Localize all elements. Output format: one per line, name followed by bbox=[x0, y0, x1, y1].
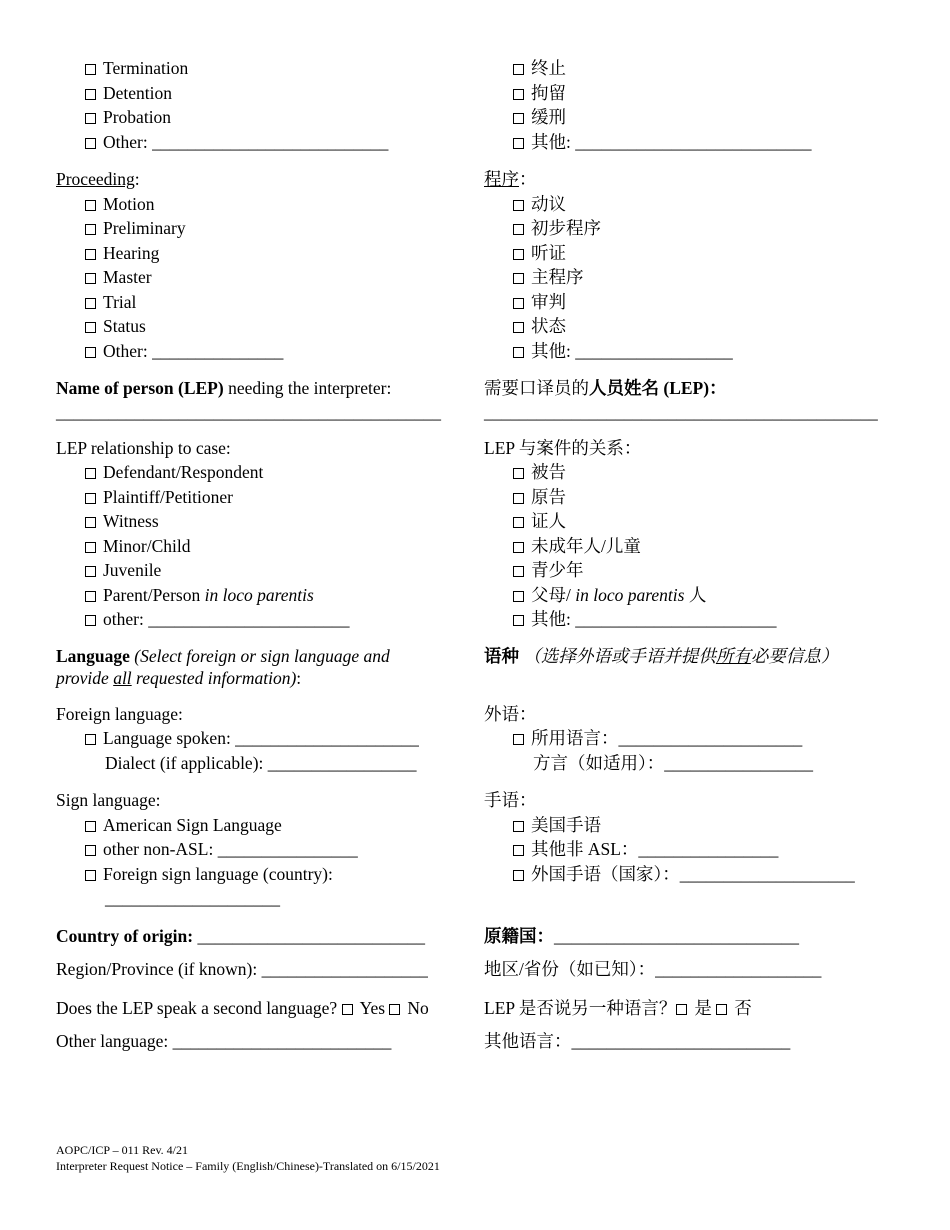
relationship-option-plaintiff-zh[interactable]: 原告 bbox=[484, 485, 914, 510]
status-option-other-zh[interactable]: 其他: ___________________________ bbox=[484, 130, 914, 155]
checkbox[interactable] bbox=[85, 200, 96, 211]
lep-name-label-zh: 需要口译员的人员姓名 (LEP)： bbox=[484, 378, 727, 398]
status-option-termination-zh[interactable]: 终止 bbox=[484, 56, 914, 81]
checkbox[interactable] bbox=[85, 870, 96, 881]
sign-option-other-zh[interactable]: 其他非 ASL：________________ bbox=[484, 837, 914, 862]
checkbox[interactable] bbox=[513, 298, 524, 309]
status-option-probation[interactable]: Probation bbox=[56, 105, 476, 130]
country-of-origin-zh[interactable]: 原籍国：____________________________ bbox=[484, 925, 799, 946]
relationship-option-juvenile[interactable]: Juvenile bbox=[56, 558, 476, 583]
second-language-question-zh: LEP 是否说另一种语言？ 是 否 bbox=[484, 997, 752, 1018]
relationship-option-juvenile-zh[interactable]: 青少年 bbox=[484, 558, 914, 583]
checkbox[interactable] bbox=[513, 64, 524, 75]
proceeding-option-status-zh[interactable]: 状态 bbox=[484, 314, 914, 339]
checkbox[interactable] bbox=[85, 347, 96, 358]
yes-checkbox[interactable] bbox=[342, 1004, 353, 1015]
status-option-termination[interactable]: Termination bbox=[56, 56, 476, 81]
proceeding-options bbox=[56, 192, 476, 364]
lep-name-field-zh[interactable]: _____________________________________________ bbox=[484, 401, 878, 422]
checkbox[interactable] bbox=[85, 249, 96, 260]
checkbox[interactable] bbox=[85, 322, 96, 333]
relationship-option-other-zh[interactable]: 其他: _______________________ bbox=[484, 607, 914, 632]
chinese-column bbox=[484, 56, 914, 1054]
relationship-option-parent[interactable]: Parent/Person in loco parentis bbox=[56, 583, 476, 608]
region-field[interactable]: Region/Province (if known): ___________________ bbox=[56, 959, 428, 979]
language-spoken-option[interactable]: Language spoken: _____________________ bbox=[56, 726, 476, 751]
sign-option-asl-zh[interactable]: 美国手语 bbox=[484, 813, 914, 838]
checkbox[interactable] bbox=[513, 89, 524, 100]
proceeding-option-master-zh[interactable]: 主程序 bbox=[484, 265, 914, 290]
foreign-language-label: Foreign language: bbox=[56, 703, 183, 724]
dialect-field[interactable]: Dialect (if applicable): _________________ bbox=[105, 752, 417, 773]
checkbox[interactable] bbox=[513, 542, 524, 553]
sign-option-asl[interactable]: American Sign Language bbox=[56, 813, 476, 838]
checkbox[interactable] bbox=[513, 493, 524, 504]
english-column bbox=[56, 56, 476, 1054]
relationship-options-zh bbox=[484, 460, 914, 632]
status-options-zh bbox=[484, 56, 914, 154]
checkbox[interactable] bbox=[85, 566, 96, 577]
other-language-field-zh[interactable]: 其他语言：_________________________ bbox=[484, 1031, 791, 1051]
proceeding-heading: Proceeding: bbox=[56, 169, 140, 189]
checkbox[interactable] bbox=[85, 138, 96, 149]
proceeding-option-hearing[interactable]: Hearing bbox=[56, 241, 476, 266]
checkbox[interactable] bbox=[513, 347, 524, 358]
other-language-field[interactable]: Other language: _________________________ bbox=[56, 1031, 392, 1051]
proceeding-option-other-zh[interactable]: 其他: __________________ bbox=[484, 339, 914, 364]
checkbox[interactable] bbox=[513, 821, 524, 832]
checkbox[interactable] bbox=[85, 298, 96, 309]
sign-option-other[interactable]: other non-ASL: ________________ bbox=[56, 837, 476, 862]
relationship-label: LEP relationship to case: bbox=[56, 437, 231, 458]
checkbox[interactable] bbox=[513, 566, 524, 577]
sign-foreign-country-field[interactable]: ____________________ bbox=[105, 888, 280, 908]
proceeding-option-hearing-zh[interactable]: 听证 bbox=[484, 241, 914, 266]
status-option-detention-zh[interactable]: 拘留 bbox=[484, 81, 914, 106]
proceeding-options-zh bbox=[484, 192, 914, 364]
sign-language-label: Sign language: bbox=[56, 790, 161, 810]
relationship-options bbox=[56, 460, 476, 632]
relationship-option-witness[interactable]: Witness bbox=[56, 509, 476, 534]
proceeding-option-master[interactable]: Master bbox=[56, 265, 476, 290]
checkbox[interactable] bbox=[513, 113, 524, 124]
language-heading-zh: 语种 （选择外语或手语并提供所有必要信息） bbox=[484, 645, 839, 666]
checkbox[interactable] bbox=[85, 542, 96, 553]
checkbox[interactable] bbox=[85, 493, 96, 504]
checkbox[interactable] bbox=[513, 517, 524, 528]
checkbox[interactable] bbox=[85, 517, 96, 528]
page-footer bbox=[56, 1142, 440, 1174]
relationship-option-parent-zh[interactable]: 父母/ in loco parentis 人 bbox=[484, 583, 914, 608]
foreign-language-label-zh: 外语： bbox=[484, 703, 537, 724]
proceeding-option-preliminary[interactable]: Preliminary bbox=[56, 216, 476, 241]
checkbox[interactable] bbox=[85, 591, 96, 602]
relationship-option-defendant[interactable]: Defendant/Respondent bbox=[56, 460, 476, 485]
proceeding-option-motion[interactable]: Motion bbox=[56, 192, 476, 217]
proceeding-heading-zh: 程序： bbox=[484, 169, 537, 189]
checkbox[interactable] bbox=[513, 870, 524, 881]
sign-option-foreign-zh[interactable]: 外国手语（国家）：____________________ bbox=[484, 862, 914, 887]
relationship-option-defendant-zh[interactable]: 被告 bbox=[484, 460, 914, 485]
checkbox[interactable] bbox=[85, 113, 96, 124]
language-heading: Language (Select foreign or sign language and provide all requested information): bbox=[56, 645, 390, 688]
checkbox[interactable] bbox=[513, 845, 524, 856]
proceeding-option-trial-zh[interactable]: 审判 bbox=[484, 290, 914, 315]
status-option-detention[interactable]: Detention bbox=[56, 81, 476, 106]
proceeding-option-other[interactable]: Other: _______________ bbox=[56, 339, 476, 364]
relationship-option-other[interactable]: other: _______________________ bbox=[56, 607, 476, 632]
region-field-zh[interactable]: 地区/省份（如已知）：___________________ bbox=[484, 959, 822, 979]
status-option-probation-zh[interactable]: 缓刑 bbox=[484, 105, 914, 130]
dialect-field-zh[interactable]: 方言（如适用）：_________________ bbox=[533, 752, 813, 773]
relationship-option-minor[interactable]: Minor/Child bbox=[56, 534, 476, 559]
checkbox[interactable] bbox=[85, 468, 96, 479]
relationship-option-plaintiff[interactable]: Plaintiff/Petitioner bbox=[56, 485, 476, 510]
yes-checkbox[interactable] bbox=[676, 1004, 687, 1015]
sign-language-label-zh: 手语： bbox=[484, 790, 537, 810]
checkbox[interactable] bbox=[85, 224, 96, 235]
checkbox[interactable] bbox=[513, 322, 524, 333]
checkbox[interactable] bbox=[513, 224, 524, 235]
lep-name-label: Name of person (LEP) needing the interpreter: bbox=[56, 378, 392, 398]
second-language-question: Does the LEP speak a second language? Yes No bbox=[56, 997, 429, 1018]
proceeding-option-preliminary-zh[interactable]: 初步程序 bbox=[484, 216, 914, 241]
checkbox[interactable] bbox=[513, 138, 524, 149]
spacer bbox=[484, 886, 914, 911]
no-checkbox[interactable] bbox=[716, 1004, 727, 1015]
checkbox[interactable] bbox=[85, 89, 96, 100]
checkbox[interactable] bbox=[513, 200, 524, 211]
proceeding-option-trial[interactable]: Trial bbox=[56, 290, 476, 315]
form-title: Interpreter Request Notice – Family (English/Chinese)-Translated on 6/15/2021 bbox=[56, 1159, 440, 1173]
country-of-origin[interactable]: Country of origin: __________________________ bbox=[56, 925, 425, 946]
no-checkbox[interactable] bbox=[389, 1004, 400, 1015]
proceeding-option-status[interactable]: Status bbox=[56, 314, 476, 339]
checkbox[interactable] bbox=[513, 468, 524, 479]
language-spoken-option-zh[interactable]: 所用语言：_____________________ bbox=[484, 726, 914, 751]
checkbox[interactable] bbox=[513, 249, 524, 260]
checkbox[interactable] bbox=[513, 273, 524, 284]
proceeding-option-motion-zh[interactable]: 动议 bbox=[484, 192, 914, 217]
checkbox[interactable] bbox=[85, 64, 96, 75]
relationship-option-minor-zh[interactable]: 未成年人/儿童 bbox=[484, 534, 914, 559]
status-option-other[interactable]: Other: ___________________________ bbox=[56, 130, 476, 155]
checkbox[interactable] bbox=[85, 615, 96, 626]
relationship-option-witness-zh[interactable]: 证人 bbox=[484, 509, 914, 534]
form-number: AOPC/ICP – 011 Rev. 4/21 bbox=[56, 1143, 189, 1157]
checkbox[interactable] bbox=[85, 734, 96, 745]
checkbox[interactable] bbox=[85, 273, 96, 284]
lep-name-field[interactable]: ____________________________________________ bbox=[56, 401, 441, 422]
checkbox[interactable] bbox=[513, 734, 524, 745]
sign-option-foreign[interactable]: Foreign sign language (country): bbox=[56, 862, 476, 887]
checkbox[interactable] bbox=[85, 845, 96, 856]
checkbox[interactable] bbox=[85, 821, 96, 832]
status-options bbox=[56, 56, 476, 154]
relationship-label-zh: LEP 与案件的关系： bbox=[484, 437, 642, 458]
checkbox[interactable] bbox=[513, 615, 524, 626]
checkbox[interactable] bbox=[513, 591, 524, 602]
